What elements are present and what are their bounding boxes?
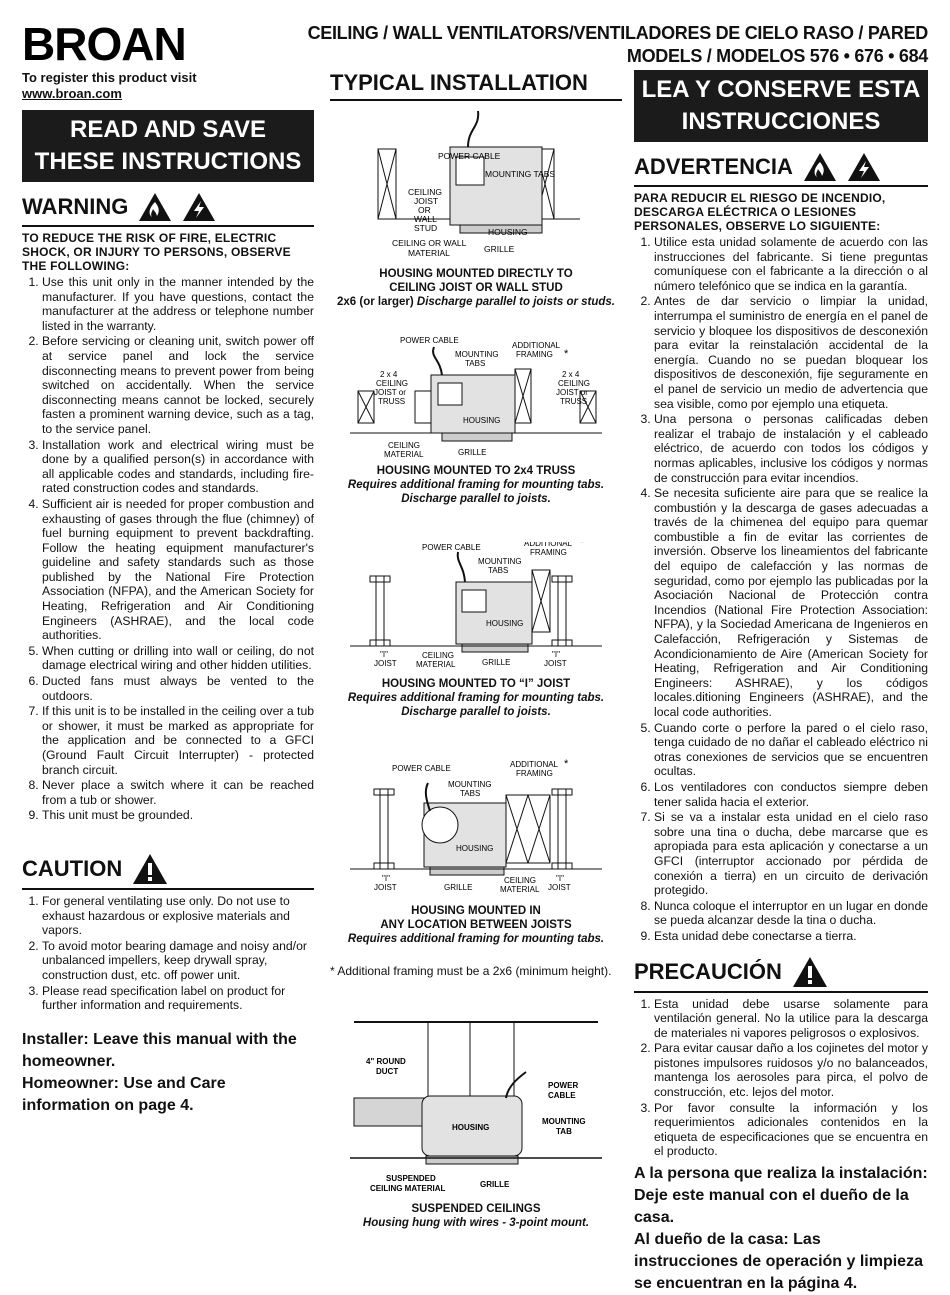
list-item: 9. Esta unidad debe conectarse a tierra. xyxy=(654,929,928,944)
label-mounting-tabs: TABS xyxy=(460,789,481,798)
brand-text: BROAN xyxy=(22,22,186,66)
advertencia-title: ADVERTENCIA xyxy=(634,154,793,179)
framing-footnote: * Additional framing must be a 2x6 (minimum height). xyxy=(330,964,612,978)
installation-column xyxy=(330,70,622,1230)
list-item: 2. Before servicing or cleaning unit, switch power off at service panel and lock the service disconnecting means to prevent power from being switched on accidentally. When the service disconnecting means cannot be locked, securely fasten a prominent warning device, such as a tag, to the service panel. xyxy=(42,334,314,436)
diagram-i-joist xyxy=(330,542,622,719)
caution-title: CAUTION xyxy=(22,855,123,881)
list-item: 4. Se necesita suficiente aire para que se realice la combustión y la descarga de gases adecuadas a través de la chimenea del equipo para quemar combustible a fin de evitar las corrientes de inversión. Observe los lineamientos del fabricante del equipo de calefacción y las normas de seguridad, como por ejemplo las publicadas por la Asociación Nacional de Protección contra Incendios (National Fire Protection Association: NFPA), y la Sociedad Americana de Ingenieros en Calefacción, Refrigeración y Sistemas de Acondicionamiento de Aire (American Society for Heating, Refrigeration and Air Conditioning Engineers: ASHRAE), y los códigos locales.ditioning Engineers (ASHRAE), and the local code authorities. xyxy=(654,486,928,720)
warning-list xyxy=(22,275,314,823)
banner-line-1: READ AND SAVE xyxy=(69,116,267,143)
label-grille: GRILLE xyxy=(482,658,511,667)
diagram-between-joists xyxy=(330,759,622,946)
banner-line-2: THESE INSTRUCTIONS xyxy=(34,148,302,175)
fire-warning-icon xyxy=(803,152,837,182)
caption-2x4-truss xyxy=(330,464,622,506)
label-joist-right: "I" xyxy=(552,650,560,659)
label-additional-framing: ADDITIONAL xyxy=(512,341,561,350)
label-power-cable: POWER CABLE xyxy=(392,764,451,773)
label-housing: HOUSING xyxy=(486,619,524,628)
title-line-2: MODELS / MODELOS 576 • 676 • 684 xyxy=(626,46,928,66)
caption-line: ANY LOCATION BETWEEN JOISTS xyxy=(380,919,572,931)
label-housing: HOUSING xyxy=(463,416,501,425)
label-ceiling-material: CEILING xyxy=(388,441,421,450)
label-ceiling-joist: WALL xyxy=(414,214,437,224)
list-item: 1. Use this unit only in the manner intended by the manufacturer. If you have questions, contact the manufacturer at the address or telephone number listed in the warranty. xyxy=(42,275,314,333)
label-ceiling-material: CEILING xyxy=(504,876,537,885)
title-line-1: CEILING / WALL VENTILATORS/VENTILADORES DE CIELO RASO / PARED xyxy=(307,23,928,43)
caution-icon xyxy=(132,853,168,885)
caution-heading xyxy=(22,853,314,890)
warning-title: WARNING xyxy=(22,194,129,219)
label-ceiling-material: CEILING xyxy=(422,651,455,660)
list-item: 4. Sufficient air is needed for proper combustion and exhausting of gases through the flue (chimney) of fuel burning equipment to prevent backdrafting. Follow the heating equipment manufacturer's guideline and safety standards such as those published by the National Fire Protection Association (NFPA), and the American Society for Heating, Refrigeration and Air Conditioning Engineers (ASHRAE), and the local code authorities. xyxy=(42,497,314,643)
read-save-banner xyxy=(22,110,314,182)
label-ceiling-wall-material: CEILING OR WALL xyxy=(392,238,467,248)
list-item: 3. Una persona o personas calificadas deben realizar el trabajo de instalación y el cableado eléctrico, de acuerdo con todos los códigos y normas aplicables, inclusive los códigos y normas de construcción para evitar incendios. xyxy=(654,412,928,485)
list-item: 2. To avoid motor bearing damage and noisy and/or unbalanced impellers, keep drywall spray, construction dust, etc. off power unit. xyxy=(42,939,314,983)
label-joist-left: JOIST xyxy=(374,883,397,892)
label-joist-left: "I" xyxy=(382,874,390,883)
list-item: 6. Los ventiladores con conductos siempre deben tener salida hacia el exterior. xyxy=(654,780,928,809)
label-ceiling-material: MATERIAL xyxy=(500,885,540,894)
list-item: 7. Si se va a instalar esta unidad en el cielo raso sobre una tina o ducha, debe marcarse que es apropiada para esta aplicación y conectarse a un GFCI (interruptor accionado por pérdida de conexión a tierra) en un circuito de derivación protegido. xyxy=(654,810,928,898)
label-housing: HOUSING xyxy=(456,844,494,853)
label-housing: HOUSING xyxy=(488,227,528,237)
label-mounting-tab: TAB xyxy=(556,1127,572,1136)
label-mounting-tabs: TABS xyxy=(465,359,486,368)
label-grille: GRILLE xyxy=(480,1180,510,1189)
homeowner-line: Al dueño de la casa: Las instrucciones de operación y limpieza se encuentran en la página 4. xyxy=(634,1231,923,1293)
advertencia-list xyxy=(634,235,928,944)
banner-line-2: INSTRUCCIONES xyxy=(681,108,881,135)
label-power-cable: CABLE xyxy=(548,1091,576,1100)
diagram-direct-joist xyxy=(330,109,622,309)
label-grille: GRILLE xyxy=(458,448,487,457)
caption-line: HOUSING MOUNTED TO 2x4 TRUSS xyxy=(376,465,576,477)
precaucion-title: PRECAUCIÓN xyxy=(634,958,782,984)
shock-warning-icon xyxy=(847,152,881,182)
label-ceiling-wall-material: MATERIAL xyxy=(408,248,450,258)
list-item: 2. Antes de dar servicio o limpiar la unidad, interrumpa el suministro de energía en el panel de servicio y bloquee los dispositivos de desconexión para evitar la reinstalación accidental de la energía. Cuando no se puedan bloquear los dispositivos de desconexión, fije seguramente en el panel de servicio un medio de advertencia que sea visible, como por ejemplo una etiqueta. xyxy=(654,294,928,411)
warning-lead: TO REDUCE THE RISK OF FIRE, ELECTRIC SHOCK, OR INJURY TO PERSONS, OBSERVE THE FOLLOWING: xyxy=(22,231,291,273)
instalador-note xyxy=(634,1163,928,1295)
caption-line: CEILING JOIST OR WALL STUD xyxy=(389,282,563,294)
register-line: To register this product visit xyxy=(22,70,197,85)
label-ceiling-joist: JOIST xyxy=(414,196,439,206)
document-title xyxy=(308,22,928,68)
label-additional-framing: ADDITIONAL xyxy=(510,760,559,769)
caption-line: HOUSING MOUNTED IN xyxy=(411,905,541,917)
label-truss-right: 2 x 4 xyxy=(562,370,580,379)
banner-line-1: LEA Y CONSERVE ESTA xyxy=(641,76,921,103)
label-mounting-tabs: MOUNTING xyxy=(455,350,499,359)
list-item: 3. Por favor consulte la información y los requerimientos adicionales contenidos en la etiqueta de especificaciones que se encuentra en el producto. xyxy=(654,1101,928,1159)
shock-warning-icon xyxy=(182,192,216,222)
caption-line: HOUSING MOUNTED TO “I” JOIST xyxy=(381,678,571,690)
label-housing: HOUSING xyxy=(452,1123,490,1132)
label-mounting-tabs: MOUNTING xyxy=(478,557,522,566)
list-item: 1. Esta unidad debe usarse solamente para ventilación general. No la utilice para la descarga de materiales ni vapores peligrosos o explosivos. xyxy=(654,997,928,1041)
label-truss-left: 2 x 4 xyxy=(380,370,398,379)
typical-installation-title: TYPICAL INSTALLATION xyxy=(330,70,622,101)
advertencia-lead: PARA REDUCIR EL RIESGO DE INCENDIO, DESCARGA ELÉCTRICA O LESIONES PERSONALES, OBSERVE LO SIGUIENTE: xyxy=(634,191,886,233)
label-truss-left: CEILING xyxy=(376,379,409,388)
label-truss-right: TRUSS xyxy=(560,397,588,406)
diagram-suspended-ceiling xyxy=(330,1018,622,1230)
installer-line: A la persona que realiza la instalación: Deje este manual con el dueño de la casa. xyxy=(634,1165,928,1227)
register-info xyxy=(22,70,197,102)
list-item: 1. For general ventilating use only. Do not use to exhaust hazardous or explosive materials and vapors. xyxy=(42,894,314,938)
lea-conserve-banner xyxy=(634,70,928,142)
caption-line: Discharge parallel to joists. xyxy=(401,493,551,505)
homeowner-line: Homeowner: Use and Care information on page 4. xyxy=(22,1074,226,1114)
list-item: 5. Cuando corte o perfore la pared o el cielo raso, tenga cuidado de no dañar el cableado eléctrico ni otras conexiones de servicios que se encuentren ocultas. xyxy=(654,721,928,779)
label-truss-left: JOIST or xyxy=(374,388,406,397)
caption-line: HOUSING MOUNTED DIRECTLY TO xyxy=(379,268,573,280)
list-item: 3. Please read specification label on product for further information and requirements. xyxy=(42,984,314,1013)
caption-i-joist xyxy=(330,677,622,719)
label-mounting-tab: MOUNTING xyxy=(542,1117,586,1126)
label-joist-right: JOIST xyxy=(548,883,571,892)
label-grille: GRILLE xyxy=(444,883,473,892)
label-power-cable: POWER CABLE xyxy=(438,151,501,161)
label-grille: GRILLE xyxy=(484,244,515,254)
diagram-2x4-truss xyxy=(330,331,622,506)
label-power-cable: POWER xyxy=(548,1081,579,1090)
caution-icon xyxy=(792,956,828,988)
list-item: 8. Never place a switch where it can be reached from a tub or shower. xyxy=(42,778,314,807)
label-ceiling-material: MATERIAL xyxy=(416,660,456,669)
label-mounting-tabs: MOUNTING xyxy=(448,780,492,789)
list-item: 8. Nunca coloque el interruptor en un lugar en donde se pueda alcanzar desde la tina o ducha. xyxy=(654,899,928,928)
english-column xyxy=(22,110,314,1117)
list-item: 3. Installation work and electrical wiring must be done by a qualified person(s) in accordance with all applicable codes and standards, including fire-rated construction codes and standards. xyxy=(42,438,314,496)
label-ceiling-joist: STUD xyxy=(414,223,438,233)
label-joist-left: JOIST xyxy=(374,659,397,668)
label-suspended-ceiling: CEILING MATERIAL xyxy=(370,1184,446,1193)
caption-line: SUSPENDED CEILINGS xyxy=(411,1203,541,1215)
fire-warning-icon xyxy=(138,192,172,222)
footnote-star: * xyxy=(564,348,569,360)
label-round-duct: DUCT xyxy=(376,1067,399,1076)
caption-line: Discharge parallel to joists. xyxy=(401,706,551,718)
caption-line: Requires additional framing for mounting tabs. xyxy=(347,479,605,491)
installer-line: Installer: Leave this manual with the homeowner. xyxy=(22,1030,297,1070)
warning-heading xyxy=(22,192,314,227)
installer-note xyxy=(22,1029,314,1117)
label-truss-right: JOIST or xyxy=(556,388,588,397)
label-round-duct: 4" ROUND xyxy=(366,1057,406,1066)
label-ceiling-joist: OR xyxy=(418,205,431,215)
register-url[interactable]: www.broan.com xyxy=(22,86,122,101)
list-item: 2. Para evitar causar daño a los cojinetes del motor y pistones impulsores ruidosos y/o no balanceados, mantenga los aerosoles para pirca, el polvo de construcción, etc. lejos del motor. xyxy=(654,1041,928,1099)
label-power-cable: POWER CABLE xyxy=(400,336,459,345)
list-item: 6. Ducted fans must always be vented to the outdoors. xyxy=(42,674,314,703)
caption-line: Discharge parallel to joists or studs. xyxy=(416,296,616,308)
list-item: 9. This unit must be grounded. xyxy=(42,808,314,823)
label-mounting-tabs: MOUNTING TABS xyxy=(485,169,556,179)
list-item: 1. Utilice esta unidad solamente de acuerdo con las instrucciones del fabricante. Si tiene preguntas comuníquese con el fabricante a la dirección o al número telefónico que se indica en la garantía. xyxy=(654,235,928,293)
caption-between-joists xyxy=(330,904,622,946)
label-ceiling-material: MATERIAL xyxy=(384,450,424,459)
caption-line: Requires additional framing for mounting tabs. xyxy=(347,692,605,704)
precaucion-heading xyxy=(634,956,928,993)
label-joist-right: "I" xyxy=(556,874,564,883)
footnote-star: * xyxy=(564,759,569,770)
advertencia-heading xyxy=(634,152,928,187)
label-power-cable: POWER CABLE xyxy=(422,543,481,552)
footnote-star: * xyxy=(580,542,585,549)
label-suspended-ceiling: SUSPENDED xyxy=(386,1174,436,1183)
spanish-column xyxy=(634,70,928,1295)
caption-suspended-ceiling xyxy=(330,1202,622,1230)
label-truss-left: TRUSS xyxy=(378,397,406,406)
label-additional-framing: ADDITIONAL xyxy=(524,542,573,548)
label-additional-framing: FRAMING xyxy=(516,769,553,778)
broan-logo xyxy=(22,22,232,66)
list-item: 7. If this unit is to be installed in the ceiling over a tub or shower, it must be marked as appropriate for the application and be connected to a GFCI (Ground Fault Circuit Interrupter) - protected branch circuit. xyxy=(42,704,314,777)
label-truss-right: CEILING xyxy=(558,379,591,388)
label-joist-left: "I" xyxy=(380,650,388,659)
label-mounting-tabs: TABS xyxy=(488,566,509,575)
label-additional-framing: FRAMING xyxy=(530,548,567,557)
label-ceiling-joist: CEILING xyxy=(408,187,443,197)
label-additional-framing: FRAMING xyxy=(516,350,553,359)
caption-line: 2x6 (or larger) xyxy=(336,296,414,308)
label-joist-right: JOIST xyxy=(544,659,567,668)
caution-list xyxy=(22,894,314,1013)
caption-direct-joist xyxy=(330,267,622,309)
list-item: 5. When cutting or drilling into wall or ceiling, do not damage electrical wiring and other hidden utilities. xyxy=(42,644,314,673)
caption-line: Requires additional framing for mounting tabs. xyxy=(347,933,605,945)
caption-line: Housing hung with wires - 3-point mount. xyxy=(362,1217,590,1229)
precaucion-list xyxy=(634,997,928,1160)
